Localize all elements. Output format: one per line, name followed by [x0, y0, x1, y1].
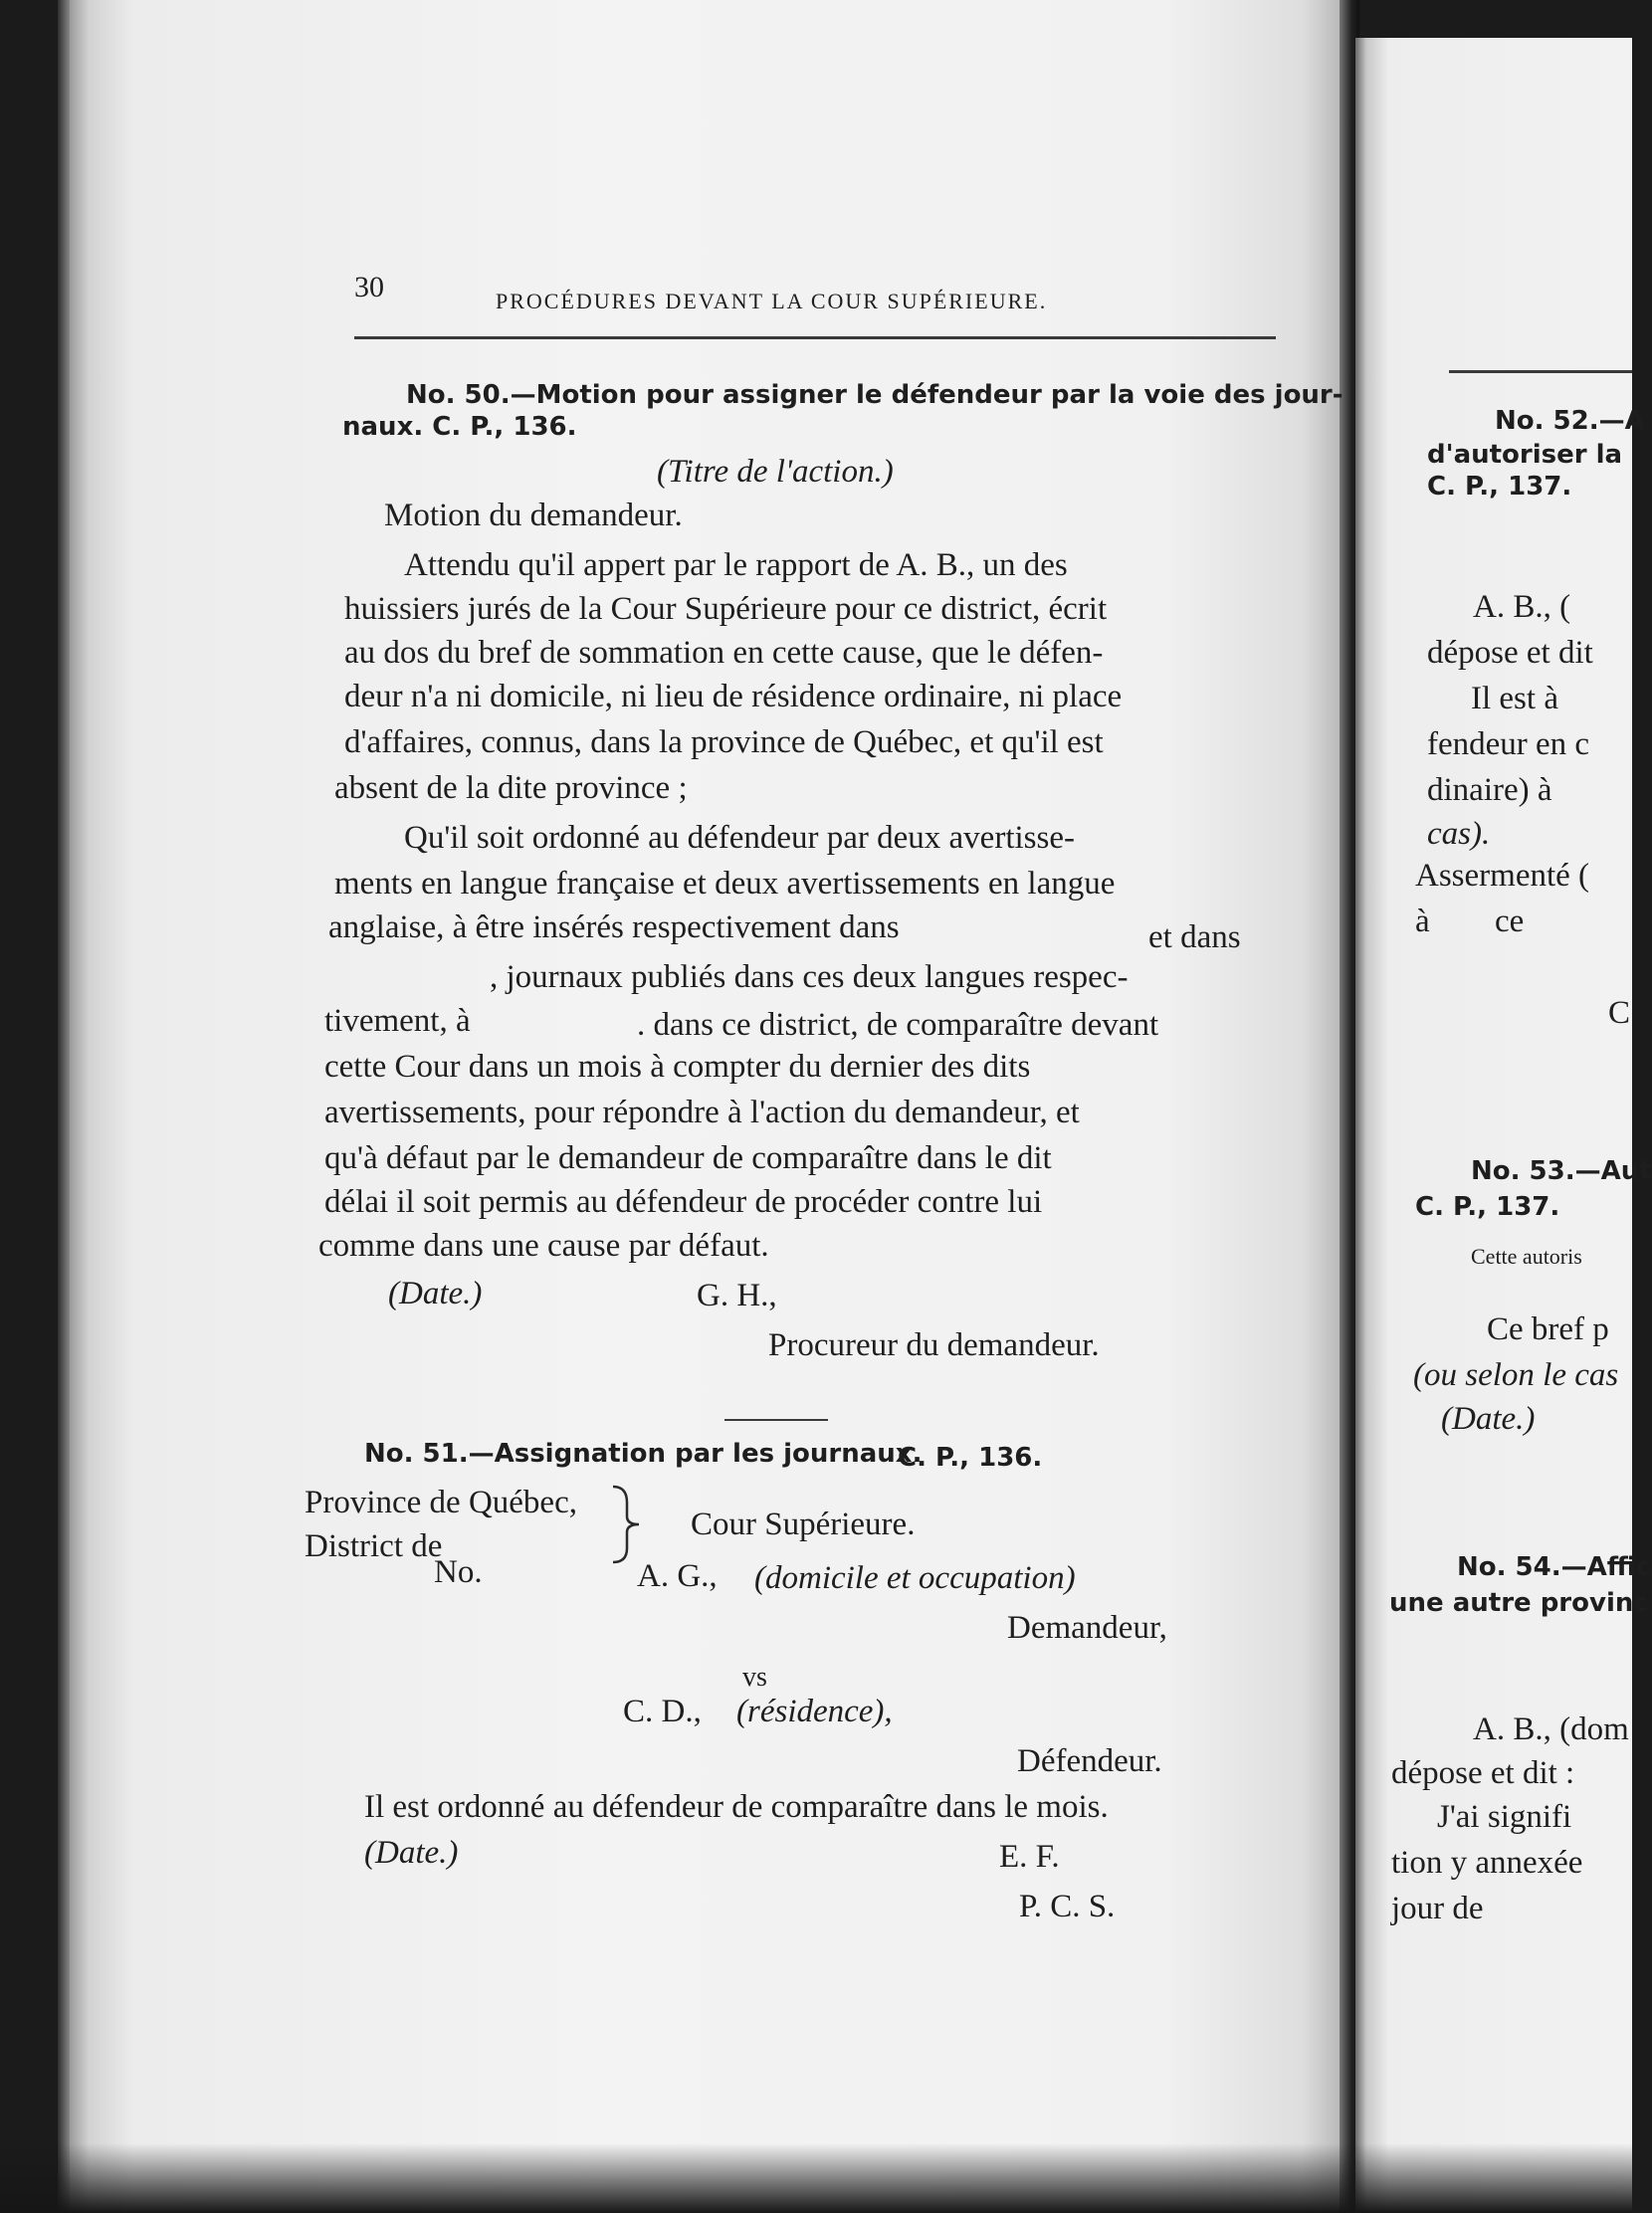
form51-plaintiff-detail: (domicile et occupation) — [754, 1560, 1076, 1596]
form50-subtitle: (Titre de l'action.) — [657, 454, 894, 490]
form50-line-0: Motion du demandeur. — [384, 498, 683, 533]
right-line-14: C. P., 137. — [1415, 1192, 1560, 1222]
form50-line-12: tivement, à — [324, 1003, 471, 1039]
right-line-10: à — [1415, 904, 1430, 939]
right-line-6: fendeur en c — [1427, 726, 1590, 762]
form50-line-6: absent de la dite province ; — [334, 770, 688, 806]
form50-line-8: ments en langue française et deux avertissements en langue — [334, 866, 1116, 902]
right-line-21: A. B., (dom — [1473, 1711, 1629, 1747]
form50-line-14: cette Cour dans un mois à compter du dernier des dits — [324, 1049, 1031, 1085]
right-line-1: d'autoriser la — [1427, 440, 1623, 470]
right-line-5: Il est à — [1471, 681, 1558, 716]
form51-plaintiff-role: Demandeur, — [1007, 1610, 1167, 1646]
running-title: PROCÉDURES DEVANT LA COUR SUPÉRIEURE. — [496, 289, 1048, 313]
right-line-8: cas). — [1427, 816, 1491, 852]
form50-line-17: délai il soit permis au défendeur de procéder contre lui — [324, 1184, 1043, 1220]
right-line-15: Cette autoris — [1471, 1244, 1582, 1269]
brace-icon — [607, 1483, 647, 1566]
form51-defendant-role: Défendeur. — [1017, 1743, 1162, 1779]
form50-line-9: anglaise, à être insérés respectivement dans — [328, 909, 900, 945]
form51-heading: No. 51.—Assignation par les journaux. — [364, 1439, 923, 1469]
right-line-12: C — [1608, 995, 1631, 1031]
form50-heading-line2: naux. C. P., 136. — [342, 412, 577, 442]
form51-sig2: P. C. S. — [1019, 1889, 1116, 1924]
header-rule — [354, 336, 1276, 339]
form51-defendant-detail: (résidence), — [736, 1694, 893, 1729]
form50-signature-title: Procureur du demandeur. — [768, 1327, 1100, 1363]
form51-district: District de — [305, 1528, 443, 1564]
form50-heading-line1: No. 50.—Motion pour assigner le défendeur par la voie des jour- — [406, 380, 1343, 410]
form50-line-16: qu'à défaut par le demandeur de comparaître dans le dit — [324, 1140, 1052, 1176]
form51-date: (Date.) — [364, 1835, 459, 1871]
right-no53: No. 53.—Aut — [1471, 1156, 1652, 1186]
form51-plaintiff-name: A. G., — [637, 1558, 718, 1594]
right-no52: No. 52.—A — [1495, 406, 1645, 436]
right-line-18: (Date.) — [1441, 1401, 1536, 1437]
form50-date: (Date.) — [388, 1276, 483, 1311]
right-page — [1355, 38, 1632, 2213]
form50-line-4: deur n'a ni domicile, ni lieu de résidence ordinaire, ni place — [344, 679, 1123, 714]
right-line-20: une autre provinc — [1389, 1588, 1649, 1618]
scan-bottom-shadow — [0, 2143, 1632, 2213]
form51-sig1: E. F. — [999, 1839, 1060, 1875]
right-line-25: jour de — [1391, 1891, 1484, 1926]
page-number: 30 — [354, 271, 384, 303]
right-no54: No. 54.—Affic — [1457, 1552, 1652, 1582]
form50-line-5: d'affaires, connus, dans la province de Québec, et qu'il est — [344, 724, 1104, 760]
right-line-23: J'ai signifi — [1437, 1799, 1572, 1835]
right-header-rule — [1449, 370, 1632, 373]
right-line-22: dépose et dit : — [1391, 1755, 1575, 1791]
form50-line-10: et dans — [1148, 919, 1241, 955]
form51-defendant-name: C. D., — [623, 1694, 702, 1729]
right-line-24: tion y annexée — [1391, 1845, 1583, 1881]
form50-line-3: au dos du bref de sommation en cette cause, que le défen- — [344, 635, 1104, 671]
section-divider — [724, 1419, 828, 1421]
form51-vs: vs — [742, 1662, 767, 1693]
form50-line-11: , journaux publiés dans ces deux langues respec- — [490, 959, 1129, 995]
form50-signature: G. H., — [697, 1278, 777, 1313]
right-line-4: dépose et dit — [1427, 635, 1593, 671]
form51-order: Il est ordonné au défendeur de comparaître dans le mois. — [364, 1789, 1109, 1825]
form50-line-15: avertissements, pour répondre à l'action du demandeur, et — [324, 1095, 1080, 1130]
right-line-2: C. P., 137. — [1427, 472, 1572, 502]
form51-heading-ref: C. P., 136. — [898, 1443, 1043, 1473]
form50-line-1: Attendu qu'il appert par le rapport de A. B., un des — [404, 547, 1068, 583]
form50-line-2: huissiers jurés de la Cour Supérieure pour ce district, écrit — [344, 591, 1108, 627]
form50-line-13: . dans ce district, de comparaître devant — [637, 1007, 1159, 1043]
form51-no: No. — [434, 1554, 483, 1590]
right-line-3: A. B., ( — [1473, 589, 1571, 625]
form50-line-18: comme dans une cause par défaut. — [318, 1228, 769, 1264]
form51-province: Province de Québec, — [305, 1485, 577, 1520]
right-line-9: Assermenté ( — [1415, 858, 1590, 894]
form51-court: Cour Supérieure. — [691, 1507, 916, 1542]
right-line-11: ce — [1495, 904, 1525, 939]
right-line-7: dinaire) à — [1427, 772, 1552, 808]
form50-line-7: Qu'il soit ordonné au défendeur par deux avertisse- — [404, 820, 1075, 856]
right-line-16: Ce bref p — [1487, 1311, 1609, 1347]
right-line-17: (ou selon le cas — [1413, 1357, 1619, 1393]
